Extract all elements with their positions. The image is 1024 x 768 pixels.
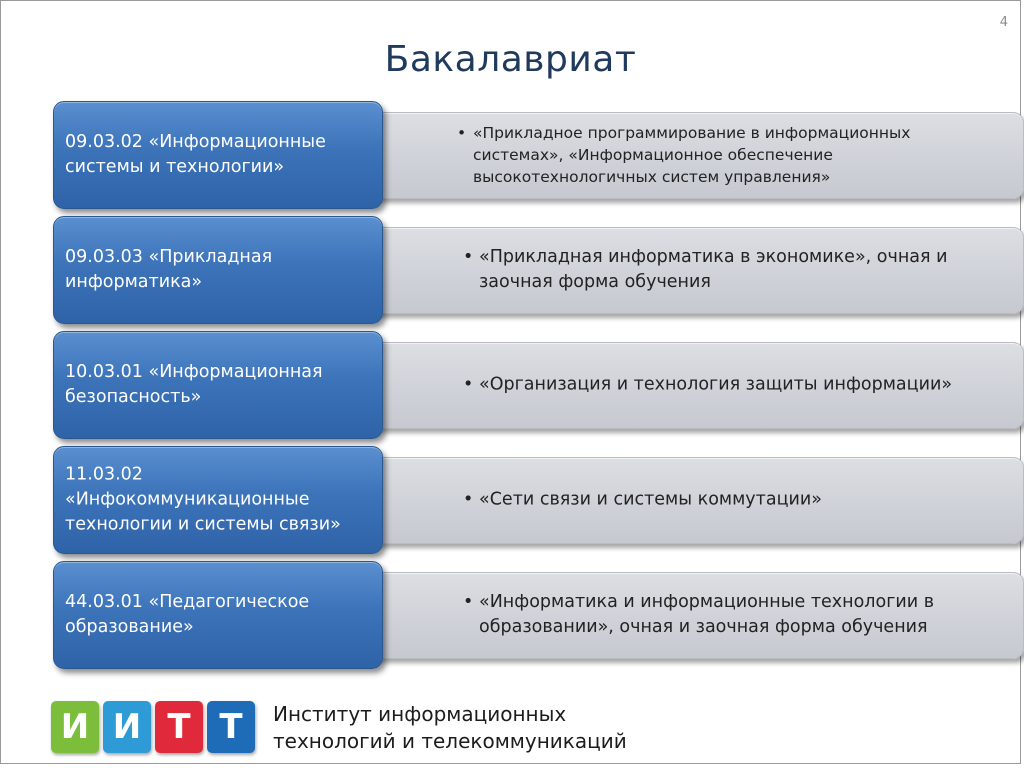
program-code-name: 09.03.03 «Прикладная информатика»: [65, 247, 273, 292]
institute-name-line2: технологий и телекоммуникаций: [273, 729, 627, 753]
program-row: [53, 216, 978, 324]
program-description-text: «Сети связи и системы коммутации»: [479, 489, 822, 510]
program-description: [463, 590, 973, 640]
program-code-name: 44.03.01 «Педагогическое образование»: [65, 592, 310, 637]
program-row: [53, 561, 978, 669]
institute-name-line1: Институт информационных: [273, 702, 567, 726]
logo-letter-tile: И: [103, 701, 151, 753]
program-description-text: «Организация и технология защиты информации»: [479, 374, 953, 395]
program-description-text: «Информатика и информационные технологии в образовании», очная и заочная форма обучения: [479, 592, 935, 637]
program-code-name: 09.03.02 «Информационные системы и технологии»: [65, 132, 326, 177]
bullet-icon: •: [463, 489, 474, 510]
program-description-text: «Прикладная информатика в экономике», очная и заочная форма обучения: [479, 247, 948, 292]
program-description: [457, 122, 977, 188]
logo-letter-tile: Т: [155, 701, 203, 753]
page-number: 4: [999, 15, 1008, 30]
program-code-name: 11.03.02 «Инфокоммуникационные технологии и системы связи»: [65, 464, 341, 535]
program-description-text: «Прикладное программирование в информационных системах», «Информационное обеспечение высокотехнологичных систем управления»: [473, 124, 911, 186]
program-code-panel: [53, 216, 383, 324]
program-description: [463, 373, 973, 398]
program-row: [53, 446, 978, 554]
logo: [51, 701, 255, 753]
program-code-panel: [53, 446, 383, 554]
program-row: [53, 101, 978, 209]
program-code-panel: [53, 561, 383, 669]
logo-letter-tile: И: [51, 701, 99, 753]
bullet-icon: •: [463, 247, 474, 267]
logo-letter-tile: Т: [207, 701, 255, 753]
program-description: [463, 245, 973, 295]
institute-name: [273, 701, 627, 755]
program-code-panel: [53, 101, 383, 209]
program-description: [463, 488, 973, 513]
program-code-name: 10.03.01 «Информационная безопасность»: [65, 362, 323, 407]
page-title: Бакалавриат: [384, 39, 637, 80]
program-list: [53, 101, 978, 676]
bullet-icon: •: [457, 124, 467, 142]
program-code-panel: [53, 331, 383, 439]
program-row: [53, 331, 978, 439]
bullet-icon: •: [463, 374, 474, 395]
bullet-icon: •: [463, 592, 474, 612]
